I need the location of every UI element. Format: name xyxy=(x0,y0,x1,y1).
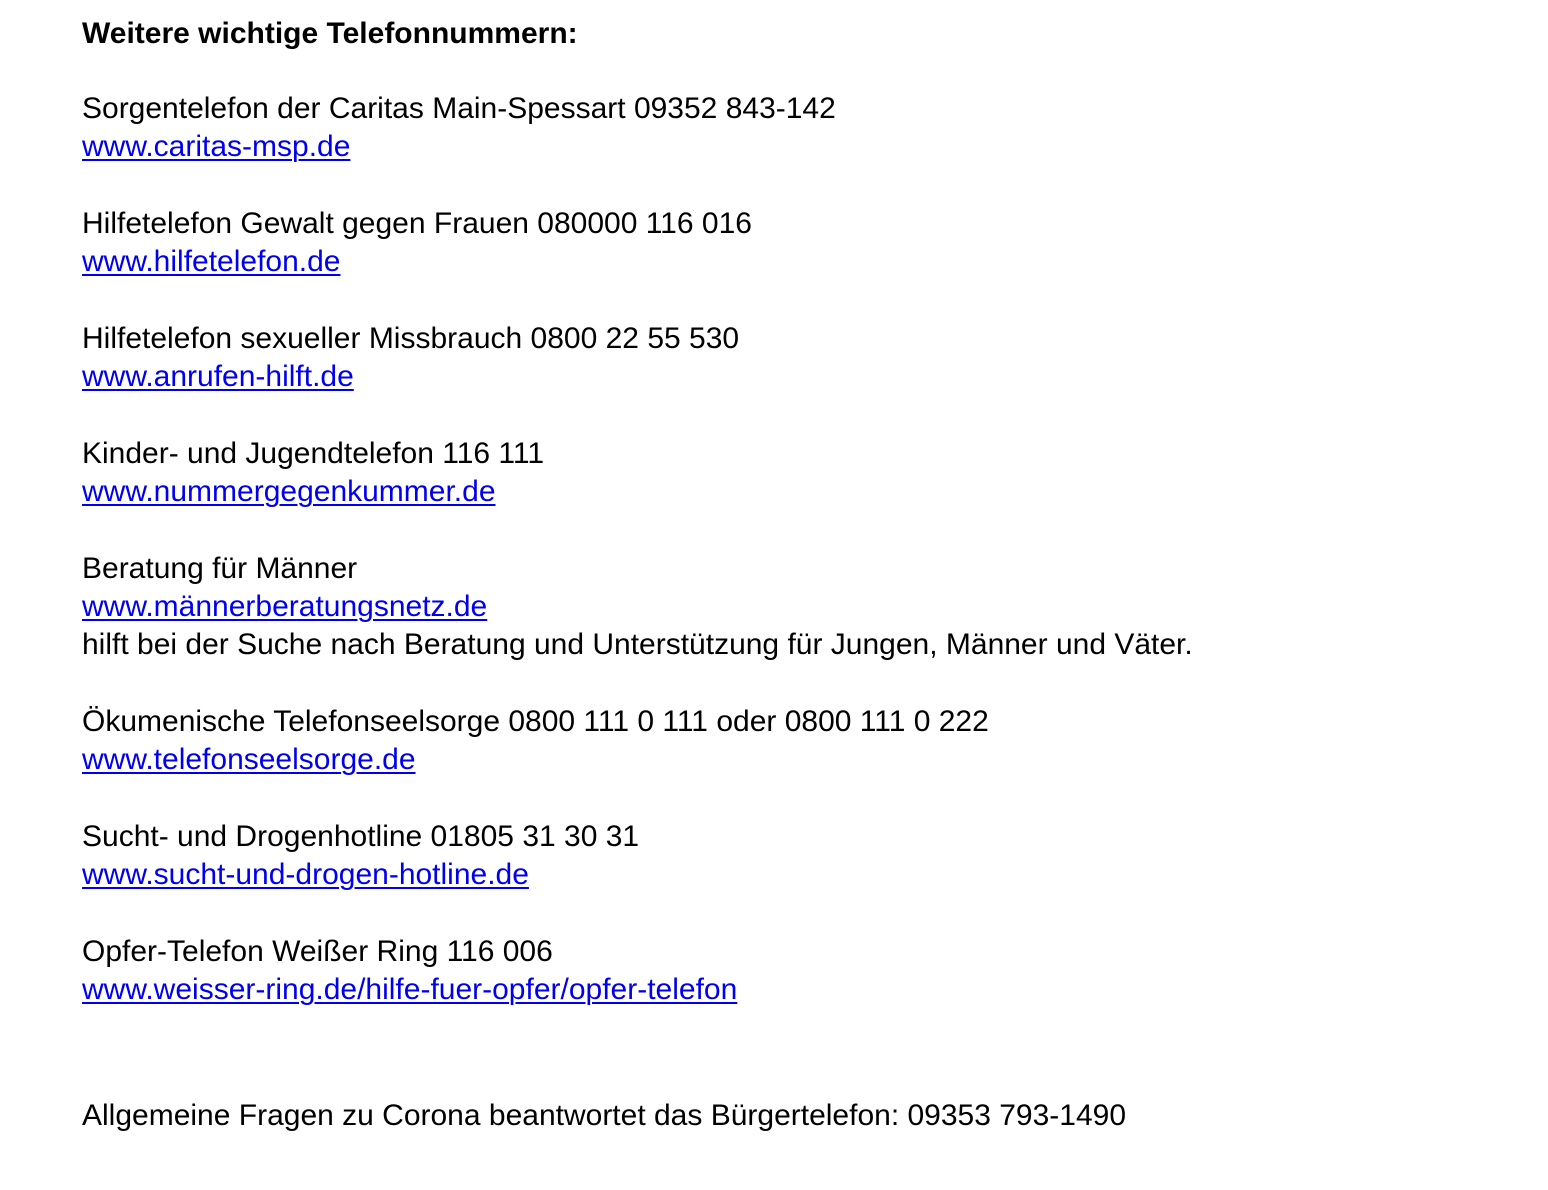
hotline-link[interactable]: www.telefonseelsorge.de xyxy=(82,743,416,776)
hotline-link[interactable]: www.nummergegenkummer.de xyxy=(82,475,496,508)
hotline-link[interactable]: www.sucht-und-drogen-hotline.de xyxy=(82,858,529,891)
hotline-entry-weisser-ring xyxy=(82,933,1522,1009)
hotline-title: Hilfetelefon Gewalt gegen Frauen 080000 116 016 xyxy=(82,207,752,240)
hotline-entry-gewalt-gegen-frauen xyxy=(82,205,1522,281)
hotline-link[interactable]: www.hilfetelefon.de xyxy=(82,245,341,278)
hotline-entry-maenner xyxy=(82,550,1522,664)
hotline-entry-kinder-jugend xyxy=(82,435,1522,511)
hotline-title: Beratung für Männer xyxy=(82,552,358,585)
hotline-entry-telefonseelsorge xyxy=(82,703,1522,779)
hotline-title: Hilfetelefon sexueller Missbrauch 0800 22 55 530 xyxy=(82,322,740,355)
hotline-title: Sorgentelefon der Caritas Main-Spessart 09352 843-142 xyxy=(82,92,836,125)
page-heading: Weitere wichtige Telefonnummern: xyxy=(82,17,578,50)
corona-info-line: Allgemeine Fragen zu Corona beantwortet das Bürgertelefon: 09353 793-1490 xyxy=(82,1099,1127,1132)
hotline-entry-caritas xyxy=(82,90,1522,166)
hotline-title: Ökumenische Telefonseelsorge 0800 111 0 111 oder 0800 111 0 222 xyxy=(82,705,989,738)
hotline-note: hilft bei der Suche nach Beratung und Unterstützung für Jungen, Männer und Väter. xyxy=(82,628,1193,661)
hotline-link[interactable]: www.weisser-ring.de/hilfe-fuer-opfer/opfer-telefon xyxy=(82,973,738,1006)
document-page xyxy=(82,14,1522,1132)
hotline-title: Kinder- und Jugendtelefon 116 111 xyxy=(82,437,545,470)
hotline-entry-missbrauch xyxy=(82,320,1522,396)
hotline-link[interactable]: www.männerberatungsnetz.de xyxy=(82,590,488,623)
hotline-title: Sucht- und Drogenhotline 01805 31 30 31 xyxy=(82,820,640,853)
hotline-title: Opfer-Telefon Weißer Ring 116 006 xyxy=(82,935,553,968)
hotline-link[interactable]: www.anrufen-hilft.de xyxy=(82,360,354,393)
hotline-link[interactable]: www.caritas-msp.de xyxy=(82,130,351,163)
hotline-list xyxy=(82,90,1522,1009)
hotline-entry-sucht-drogen xyxy=(82,818,1522,894)
